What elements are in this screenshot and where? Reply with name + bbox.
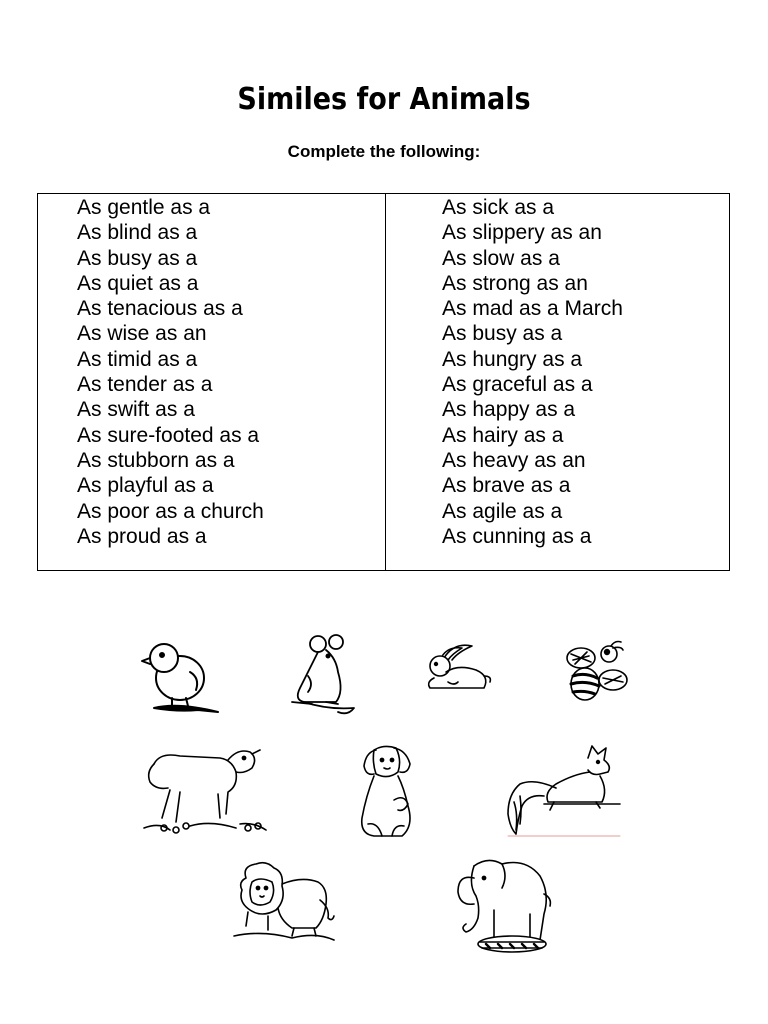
simile-item: As playful as a (77, 474, 214, 498)
simile-item: As cunning as a (442, 524, 592, 548)
simile-item: As graceful as a (442, 373, 593, 397)
simile-item: As busy as a (77, 246, 198, 270)
simile-item: As strong as an (442, 271, 588, 295)
simile-item: As stubborn as a (77, 448, 235, 472)
similes-table (37, 193, 730, 571)
simile-item: As hungry as a (442, 347, 583, 371)
simile-item: As swift as a (77, 398, 195, 422)
simile-item: As tenacious as a (77, 297, 243, 321)
lion-illustration (232, 860, 336, 944)
bee-illustration (563, 638, 633, 704)
chick-illustration (138, 636, 230, 718)
fox-illustration (504, 744, 624, 840)
simile-item: As gentle as a (77, 196, 211, 219)
simile-item: As slow as a (442, 246, 560, 270)
rabbit-illustration (418, 642, 496, 694)
simile-item: As agile as a (442, 499, 563, 523)
simile-item: As happy as a (442, 398, 576, 422)
lamb-illustration (140, 742, 270, 838)
simile-item: As hairy as a (442, 423, 564, 447)
simile-item: As poor as a church (77, 499, 264, 523)
right-column (386, 194, 729, 570)
left-simile-list (77, 195, 264, 549)
simile-item: As slippery as an (442, 221, 602, 245)
simile-item: As tender as a (77, 373, 213, 397)
simile-item: As quiet as a (77, 271, 199, 295)
elephant-illustration (454, 854, 554, 956)
simile-item: As brave as a (442, 474, 571, 498)
mouse-illustration (278, 632, 360, 720)
simile-item: As blind as a (77, 221, 198, 245)
page-subtitle: Complete the following: (287, 142, 481, 161)
page-title: Similes for Animals (237, 82, 531, 117)
simile-item: As sure-footed as a (77, 423, 260, 447)
simile-item: As timid as a (77, 347, 198, 371)
simile-item: As wise as an (77, 322, 207, 346)
simile-item: As mad as a March (442, 297, 623, 321)
simile-item: As busy as a (442, 322, 563, 346)
simile-item: As heavy as an (442, 448, 586, 472)
simile-item: As sick as a (442, 196, 555, 219)
right-simile-list (442, 195, 623, 549)
puppy-illustration (354, 742, 424, 842)
left-column (38, 194, 386, 570)
simile-item: As proud as a (77, 524, 207, 548)
